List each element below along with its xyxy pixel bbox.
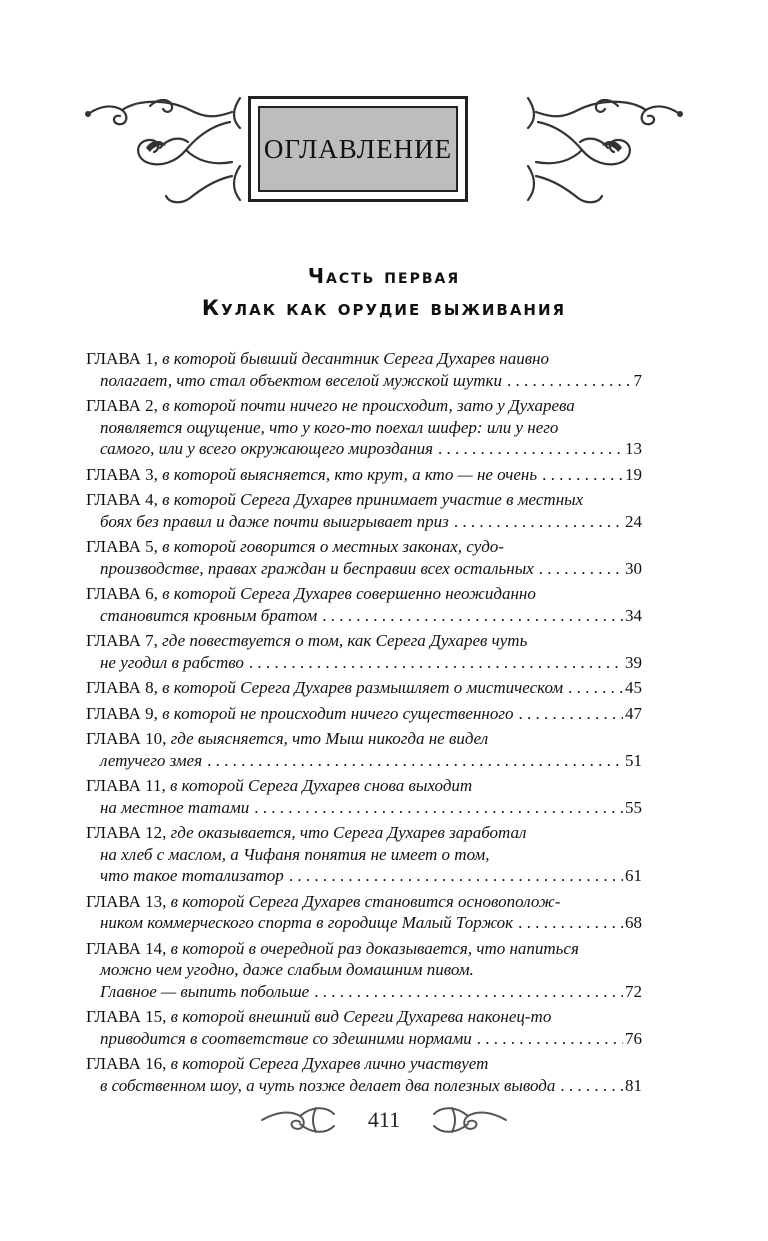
chapter-description: где оказывается, что Серега Духарев заработал <box>170 823 527 842</box>
chapter-page-number: 7 <box>633 370 642 390</box>
chapter-description: на местное татами <box>100 797 250 817</box>
toc-line <box>86 370 642 392</box>
toc-line <box>86 438 642 460</box>
dot-leader <box>542 464 623 486</box>
chapter-description: приводится в соответствие со здешними нормами <box>100 1028 472 1048</box>
chapter-page-number: 76 <box>625 1028 642 1048</box>
toc-line <box>86 865 642 887</box>
toc-entry <box>86 775 642 818</box>
table-of-contents <box>86 348 642 1100</box>
toc-line <box>86 1028 642 1050</box>
chapter-description: в которой Серега Духарев принимает участие в местных <box>162 490 584 509</box>
title-plate <box>258 106 458 192</box>
chapter-label: ГЛАВА 6, <box>86 584 158 603</box>
chapter-page-number: 51 <box>625 750 642 770</box>
chapter-page-number: 68 <box>625 913 642 932</box>
chapter-label: ГЛАВА 13, <box>86 891 167 911</box>
toc-line <box>86 775 642 797</box>
dot-leader <box>518 703 623 725</box>
chapter-description: в которой говорится о местных законах, судо- <box>162 537 504 556</box>
chapter-description: Главное — выпить побольше <box>100 981 310 1001</box>
chapter-label: ГЛАВА 4, <box>86 490 158 509</box>
dot-leader <box>518 912 623 934</box>
toc-line <box>86 511 642 533</box>
toc-line <box>86 348 642 370</box>
chapter-description: становится кровным братом <box>100 605 318 625</box>
toc-line <box>86 981 642 1003</box>
chapter-description: не угодил в рабство <box>100 652 244 672</box>
chapter-description: где выясняется, что Мыш никогда не видел <box>170 729 489 748</box>
chapter-description: что такое тотализатор <box>100 866 284 885</box>
dot-leader <box>254 797 623 819</box>
chapter-description: появляется ощущение, что у кого-то поехал шифер: или у него <box>100 417 559 437</box>
toc-entry <box>86 583 642 626</box>
chapter-description: в которой почти ничего не происходит, зато у Духарева <box>162 396 575 415</box>
chapter-label: ГЛАВА 10, <box>86 729 167 748</box>
chapter-label: ГЛАВА 14, <box>86 938 167 958</box>
dot-leader <box>289 865 623 887</box>
dot-leader <box>314 981 623 1003</box>
chapter-description: на хлеб с маслом, а Чифаня понятия не имеет о том, <box>100 844 490 864</box>
toc-entry <box>86 1053 642 1096</box>
toc-line <box>86 558 642 580</box>
toc-line <box>86 417 642 439</box>
chapter-page-number: 47 <box>625 703 642 723</box>
chapter-description: в которой Серега Духарев совершенно неожиданно <box>162 584 536 603</box>
chapter-page-number: 72 <box>625 981 642 1001</box>
chapter-description: самого, или у всего окружающего мироздания <box>100 439 434 458</box>
dot-leader <box>539 558 623 580</box>
chapter-description: в которой в очередной раз доказывается, что напиться <box>170 938 579 958</box>
chapter-page-number: 30 <box>625 558 642 578</box>
toc-line <box>86 677 642 699</box>
chapter-label: ГЛАВА 3, <box>86 464 158 484</box>
toc-entry <box>86 822 642 887</box>
toc-line <box>86 583 642 605</box>
chapter-label: ГЛАВА 2, <box>86 396 158 415</box>
chapter-page-number: 55 <box>625 797 642 817</box>
toc-line <box>86 630 642 652</box>
toc-line <box>86 1006 642 1028</box>
toc-entry <box>86 395 642 460</box>
dot-leader <box>568 677 623 699</box>
dot-leader <box>322 605 623 627</box>
chapter-description: в которой Серега Духарев снова выходит <box>170 776 473 795</box>
toc-entry <box>86 728 642 771</box>
dot-leader <box>507 370 632 392</box>
toc-entry <box>86 677 642 699</box>
toc-line <box>86 464 642 486</box>
chapter-label: ГЛАВА 8, <box>86 678 158 697</box>
chapter-description: летучего змея <box>100 750 203 770</box>
chapter-label: ГЛАВА 1, <box>86 349 158 368</box>
part-name: Кулак как орудие выживания <box>201 296 567 320</box>
chapter-page-number: 45 <box>625 678 642 697</box>
chapter-description: где повествуется о том, как Серега Духарев чуть <box>162 631 528 650</box>
toc-entry <box>86 891 642 934</box>
toc-line <box>86 652 642 674</box>
toc-line <box>86 1075 642 1097</box>
toc-entry <box>86 489 642 532</box>
chapter-label: ГЛАВА 5, <box>86 537 158 556</box>
toc-line <box>86 728 642 750</box>
chapter-description: полагает, что стал объектом веселой мужской шутки <box>100 370 502 390</box>
chapter-description: в которой выясняется, кто крут, а кто — не очень <box>162 464 538 484</box>
toc-line <box>86 489 642 511</box>
toc-entry <box>86 348 642 391</box>
toc-entry <box>86 464 642 486</box>
chapter-description: в собственном шоу, а чуть позже делает два полезных вывода <box>100 1075 556 1095</box>
toc-line <box>86 395 642 417</box>
toc-line <box>86 536 642 558</box>
toc-entry <box>86 630 642 673</box>
chapter-description: в которой Серега Духарев становится основополож- <box>170 891 561 911</box>
chapter-page-number: 81 <box>625 1075 642 1095</box>
toc-line <box>86 938 642 960</box>
dot-leader <box>560 1075 623 1097</box>
toc-line <box>86 844 642 866</box>
chapter-page-number: 39 <box>625 652 642 672</box>
dot-leader <box>438 438 623 460</box>
toc-line <box>86 750 642 772</box>
chapter-label: ГЛАВА 11, <box>86 776 166 795</box>
chapter-page-number: 34 <box>625 605 642 625</box>
chapter-label: ГЛАВА 15, <box>86 1007 167 1026</box>
dot-leader <box>207 750 623 772</box>
title-frame <box>248 96 468 202</box>
dot-leader <box>249 652 623 674</box>
chapter-page-number: 19 <box>625 464 642 484</box>
chapter-label: ГЛАВА 16, <box>86 1054 167 1073</box>
page-title: ОГЛАВЛЕНИЕ <box>263 133 453 164</box>
toc-line <box>86 891 642 913</box>
chapter-label: ГЛАВА 7, <box>86 631 158 650</box>
chapter-label: ГЛАВА 9, <box>86 703 158 723</box>
chapter-label: ГЛАВА 12, <box>86 823 167 842</box>
toc-line <box>86 1053 642 1075</box>
toc-line <box>86 822 642 844</box>
toc-entry <box>86 536 642 579</box>
chapter-page-number: 24 <box>625 511 642 531</box>
chapter-description: в которой бывший десантник Серега Духарев наивно <box>162 349 550 368</box>
chapter-description: можно чем угодно, даже слабым домашним пивом. <box>100 960 474 979</box>
dot-leader <box>454 511 623 533</box>
chapter-description: в которой Серега Духарев лично участвует <box>170 1054 489 1073</box>
page-number: 411 <box>367 1107 401 1132</box>
toc-line <box>86 912 642 934</box>
toc-entry <box>86 938 642 1003</box>
chapter-page-number: 61 <box>625 866 642 885</box>
dot-leader <box>477 1028 623 1050</box>
toc-line <box>86 605 642 627</box>
chapter-description: ником коммерческого спорта в городище Малый Торжок <box>100 913 514 932</box>
toc-entry <box>86 1006 642 1049</box>
toc-line <box>86 959 642 981</box>
chapter-description: в которой внешний вид Сереги Духарева наконец-то <box>170 1007 552 1026</box>
part-number: Часть первая <box>307 264 461 288</box>
toc-line <box>86 797 642 819</box>
chapter-description: в которой Серега Духарев размышляет о мистическом <box>162 678 564 697</box>
toc-line <box>86 703 642 725</box>
toc-entry <box>86 703 642 725</box>
chapter-description: боях без правил и даже почти выигрывает приз <box>100 511 449 531</box>
chapter-description: в которой не происходит ничего существенного <box>162 703 514 723</box>
chapter-page-number: 13 <box>625 439 642 458</box>
chapter-description: производстве, правах граждан и бесправии всех остальных <box>100 558 534 578</box>
